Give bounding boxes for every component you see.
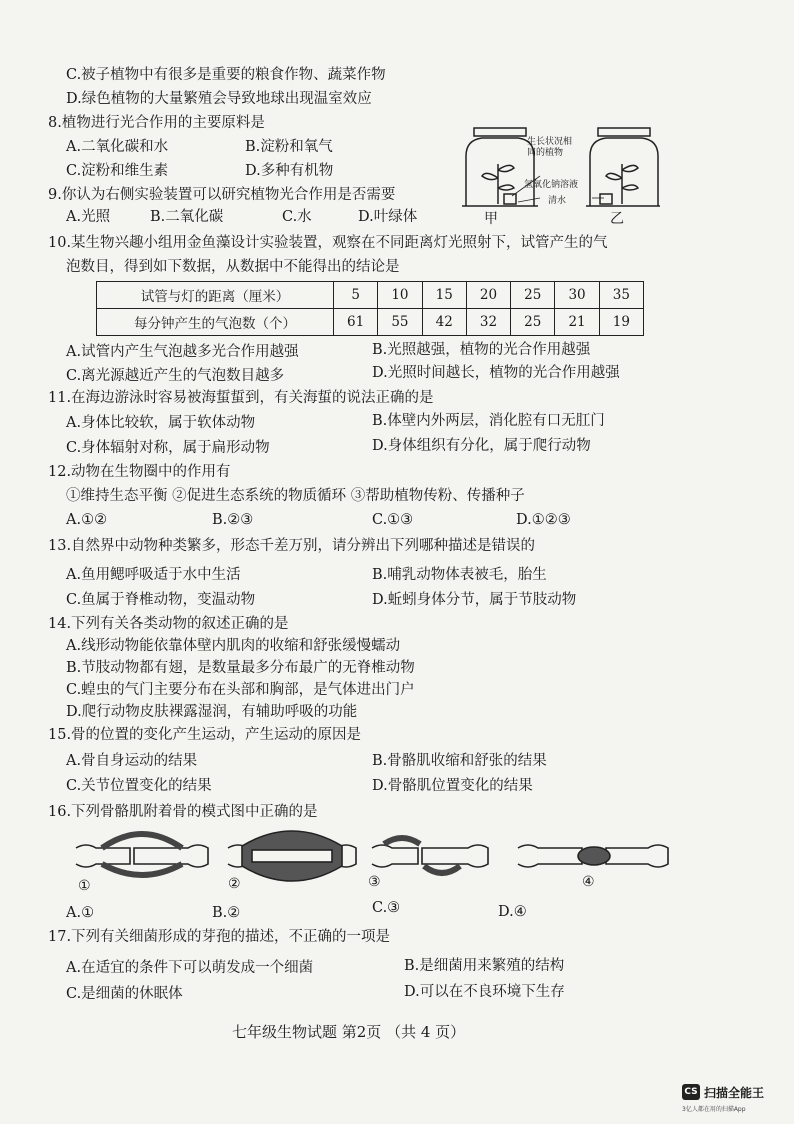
q8-stem: 8.植物进行光合作用的主要原料是 xyxy=(48,115,265,131)
q16-stem: 16.下列骨骼肌附着骨的模式图中正确的是 xyxy=(48,804,318,820)
q16-option-c: C.③ xyxy=(372,900,401,916)
q10-option-a: A.试管内产生气泡越多光合作用越强 xyxy=(66,344,299,360)
q17-stem: 17.下列有关细菌形成的芽孢的描述，不正确的一项是 xyxy=(48,929,391,945)
diagram-4 xyxy=(518,845,668,867)
q17-option-a: A.在适宜的条件下可以萌发成一个细菌 xyxy=(66,960,314,976)
q10-stem-line2: 泡数目，得到如下数据，从数据中不能得出的结论是 xyxy=(66,259,400,275)
bubble-data-table xyxy=(96,281,644,336)
q15-option-c: C.关节位置变化的结果 xyxy=(66,778,212,794)
jar-label-yi: 乙 xyxy=(610,211,624,227)
q12-items: ①维持生态平衡 ②促进生态系统的物质循环 ③帮助植物传粉、传播种子 xyxy=(66,488,525,504)
q11-option-a: A.身体比较软，属于软体动物 xyxy=(66,415,256,431)
option-7c: C.被子植物中有很多是重要的粮食作物、蔬菜作物 xyxy=(66,67,386,83)
q17-option-c: C.是细菌的休眠体 xyxy=(66,986,183,1002)
q10-stem-line1: 10.某生物兴趣小组用金鱼藻设计实验装置，观察在不同距离灯光照射下，试管产生的气 xyxy=(48,235,608,251)
q12-stem: 12.动物在生物圈中的作用有 xyxy=(48,464,231,480)
table-cell: 21 xyxy=(555,309,599,336)
q14-option-b: B.节肢动物都有翅，是数量最多分布最广的无脊椎动物 xyxy=(66,660,415,676)
q10-option-d: D.光照时间越长，植物的光合作用越强 xyxy=(372,365,620,381)
cs-logo-icon: CS xyxy=(682,1084,700,1100)
table-cell: 30 xyxy=(555,282,599,309)
scanner-app-tagline: 3亿人都在用的扫描App xyxy=(682,1106,746,1113)
q15-option-d: D.骨骼肌位置变化的结果 xyxy=(372,778,533,794)
q10-option-c: C.离光源越近产生的气泡数目越多 xyxy=(66,368,285,384)
q17-option-d: D.可以在不良环境下生存 xyxy=(404,984,565,1000)
table-cell: 42 xyxy=(422,309,466,336)
jar-right xyxy=(586,128,660,206)
q8-option-b: B.淀粉和氧气 xyxy=(245,139,333,155)
jar-label-jia: 甲 xyxy=(484,211,498,227)
table-cell: 61 xyxy=(334,309,378,336)
q12-option-a: A.①② xyxy=(66,512,108,528)
table-row-label-distance: 试管与灯的距离（厘米） xyxy=(97,282,334,309)
q9-option-c: C.水 xyxy=(282,209,312,225)
q12-option-b: B.②③ xyxy=(212,512,254,528)
scanner-app-name: 扫描全能王 xyxy=(704,1086,765,1100)
table-cell: 10 xyxy=(378,282,422,309)
q9-option-a: A.光照 xyxy=(66,209,111,225)
q10-option-b: B.光照越强，植物的光合作用越强 xyxy=(372,342,591,358)
q13-stem: 13.自然界中动物种类繁多，形态千差万别，请分辨出下列哪种描述是错误的 xyxy=(48,538,536,554)
diagram-1 xyxy=(76,834,208,875)
figure-caption-naoh: 氢氧化钠溶液 xyxy=(524,180,579,190)
table-row-label-bubbles: 每分钟产生的气泡数（个） xyxy=(97,309,334,336)
q15-option-a: A.骨自身运动的结果 xyxy=(66,753,198,769)
q14-stem: 14.下列有关各类动物的叙述正确的是 xyxy=(48,616,289,632)
table-cell: 25 xyxy=(511,282,555,309)
option-7d: D.绿色植物的大量繁殖会导致地球出现温室效应 xyxy=(66,91,372,107)
table-cell: 32 xyxy=(466,309,510,336)
scanner-watermark xyxy=(682,1082,790,1118)
table-cell: 35 xyxy=(599,282,643,309)
figure-caption-plants-1: 生长状况相 xyxy=(527,137,573,147)
q16-option-b: B.② xyxy=(212,905,241,921)
q11-option-b: B.体壁内外两层，消化腔有口无肛门 xyxy=(372,413,605,429)
q8-option-a: A.二氧化碳和水 xyxy=(66,139,169,155)
q8-option-c: C.淀粉和维生素 xyxy=(66,163,169,179)
q13-option-a: A.鱼用鳃呼吸适于水中生活 xyxy=(66,567,241,583)
diagram-label-4: ④ xyxy=(582,874,595,890)
table-cell: 20 xyxy=(466,282,510,309)
q16-option-d: D.④ xyxy=(498,904,527,920)
q11-option-c: C.身体辐射对称，属于扁形动物 xyxy=(66,440,270,456)
q12-option-c: C.①③ xyxy=(372,512,414,528)
q15-option-b: B.骨骼肌收缩和舒张的结果 xyxy=(372,753,547,769)
q14-option-c: C.蝗虫的气门主要分布在头部和胸部，是气体进出门户 xyxy=(66,682,415,698)
table-cell: 15 xyxy=(422,282,466,309)
diagram-label-1: ① xyxy=(78,878,91,894)
table-row xyxy=(97,282,644,309)
diagram-label-3: ③ xyxy=(368,874,381,890)
q16-option-a: A.① xyxy=(66,905,95,921)
figure-caption-plants-2: 同的植物 xyxy=(527,148,564,158)
table-row xyxy=(97,309,644,336)
q12-option-d: D.①②③ xyxy=(516,512,571,528)
q13-option-d: D.蚯蚓身体分节，属于节肢动物 xyxy=(372,592,577,608)
figure-caption-water: 清水 xyxy=(548,196,567,206)
table-cell: 5 xyxy=(334,282,378,309)
diagram-label-2: ② xyxy=(228,876,241,892)
page-footer: 七年级生物试题 第2页 （共 4 页） xyxy=(232,1023,466,1041)
diagram-3 xyxy=(372,838,488,873)
table-cell: 55 xyxy=(378,309,422,336)
q11-option-d: D.身体组织有分化，属于爬行动物 xyxy=(372,438,591,454)
q8-option-d: D.多种有机物 xyxy=(245,163,334,179)
q9-option-b: B.二氧化碳 xyxy=(150,209,224,225)
diagram-2 xyxy=(228,831,356,881)
q13-option-c: C.鱼属于脊椎动物，变温动物 xyxy=(66,592,256,608)
table-cell: 19 xyxy=(599,309,643,336)
q11-stem: 11.在海边游泳时容易被海蜇蜇到，有关海蜇的说法正确的是 xyxy=(48,390,434,406)
q17-option-b: B.是细菌用来繁殖的结构 xyxy=(404,958,565,974)
q13-option-b: B.哺乳动物体表被毛，胎生 xyxy=(372,567,547,583)
q9-stem: 9.你认为右侧实验装置可以研究植物光合作用是否需要 xyxy=(48,187,396,203)
q14-option-d: D.爬行动物皮肤裸露湿润，有辅助呼吸的功能 xyxy=(66,704,358,720)
table-cell: 25 xyxy=(511,309,555,336)
q14-option-a: A.线形动物能依靠体壁内肌肉的收缩和舒张缓慢蠕动 xyxy=(66,638,401,654)
q9-option-d: D.叶绿体 xyxy=(358,209,418,225)
q15-stem: 15.骨的位置的变化产生运动，产生运动的原因是 xyxy=(48,727,362,743)
